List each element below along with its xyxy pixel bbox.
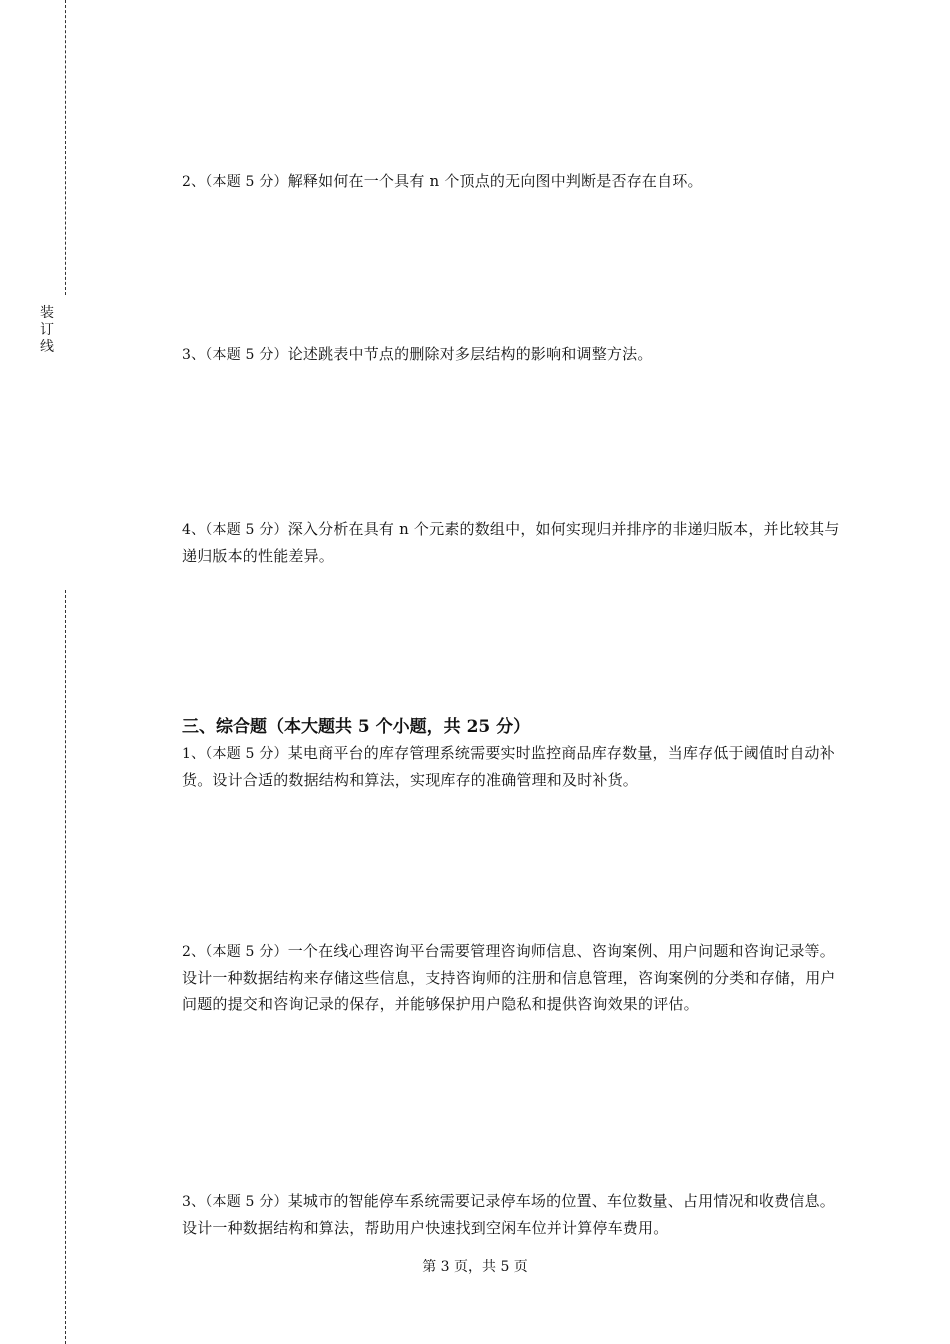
question-prefix: 3、（本题 5 分）: [182, 347, 288, 363]
question-2-2: [182, 168, 842, 195]
question-prefix: 1、（本题 5 分）: [182, 746, 288, 762]
question-text: 论述跳表中节点的删除对多层结构的影响和调整方法。: [287, 345, 653, 363]
question-text: 某电商平台的库存管理系统需要实时监控商品库存数量，当库存低于阈值时自动补货。设计合适的数据结构和算法，实现库存的准确管理和及时补货。: [182, 744, 835, 789]
question-3-1: [182, 740, 842, 793]
section-3-title: 三、综合题（本大题共 5 个小题，共 25 分）: [182, 717, 531, 737]
page-number: 第 3 页，共 5 页: [422, 1259, 528, 1275]
question-prefix: 2、（本题 5 分）: [182, 174, 288, 190]
question-prefix: 2、（本题 5 分）: [182, 944, 288, 960]
binding-line-bottom: [65, 590, 66, 1344]
question-3-2: [182, 938, 842, 1017]
binding-label-char: 装: [40, 305, 54, 321]
question-text: 深入分析在具有 n 个元素的数组中，如何实现归并排序的非递归版本，并比较其与递归版本的性能差异。: [182, 520, 840, 565]
binding-label-char: 线: [40, 339, 54, 355]
binding-label: [38, 305, 56, 356]
question-2-4: [182, 516, 842, 569]
question-text: 一个在线心理咨询平台需要管理咨询师信息、咨询案例、用户问题和咨询记录等。设计一种数据结构来存储这些信息，支持咨询师的注册和信息管理，咨询案例的分类和存储，用户问题的提交和咨询记录的保存，并能够保护用户隐私和提供咨询效果的评估。: [182, 942, 836, 1013]
binding-label-char: 订: [40, 322, 54, 338]
binding-line-top: [65, 0, 66, 295]
question-3-3: [182, 1188, 842, 1241]
question-prefix: 3、（本题 5 分）: [182, 1194, 288, 1210]
question-prefix: 4、（本题 5 分）: [182, 522, 288, 538]
question-text: 某城市的智能停车系统需要记录停车场的位置、车位数量、占用情况和收费信息。设计一种数据结构和算法，帮助用户快速找到空闲车位并计算停车费用。: [182, 1192, 835, 1237]
question-text: 解释如何在一个具有 n 个顶点的无向图中判断是否存在自环。: [287, 172, 703, 190]
question-2-3: [182, 341, 842, 368]
